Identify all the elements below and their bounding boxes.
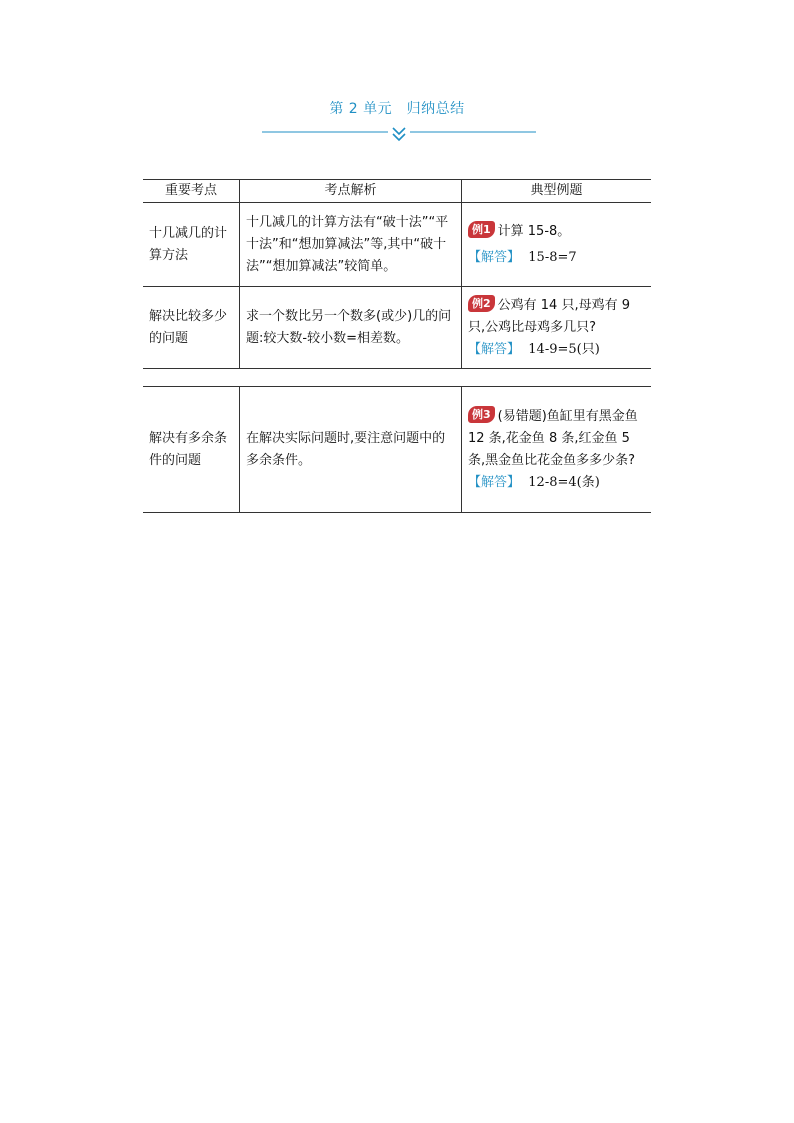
answer-text: 14-9=5(只) xyxy=(528,341,600,357)
header-topic: 重要考点 xyxy=(143,180,240,203)
question-text: 公鸡有 14 只,母鸡有 9 只,公鸡比母鸡多几只? xyxy=(468,297,630,335)
title-divider xyxy=(262,124,536,144)
page-title: 第 2 单元 归纳总结 xyxy=(329,101,465,117)
answer-label: 【解答】 xyxy=(468,341,521,357)
table-row xyxy=(143,203,651,287)
example-badge: 例2 xyxy=(468,295,495,312)
answer-text: 15-8=7 xyxy=(528,249,577,265)
example-question xyxy=(468,406,645,472)
answer-label: 【解答】 xyxy=(468,249,521,265)
topic-cell: 解决有多余条件的问题 xyxy=(143,387,240,513)
header-analysis: 考点解析 xyxy=(240,180,462,203)
example-badge: 例3 xyxy=(468,406,495,423)
question-text: (易错题)鱼缸里有黑金鱼 12 条,花金鱼 8 条,红金鱼 5 条,黑金鱼比花金鱼多多少条? xyxy=(468,408,638,468)
example-question xyxy=(468,295,645,339)
question-text: 计算 15-8。 xyxy=(497,223,571,239)
example-question xyxy=(468,221,645,243)
header-example: 典型例题 xyxy=(462,180,652,203)
analysis-cell: 十几减几的计算方法有“破十法”“平十法”和“想加算减法”等,其中“破十法”“想加算减法”较简单。 xyxy=(240,203,462,287)
answer-line xyxy=(468,339,645,361)
example-cell xyxy=(462,387,652,513)
summary-table-continued xyxy=(143,386,651,513)
example-badge: 例1 xyxy=(468,221,495,238)
answer-label: 【解答】 xyxy=(468,474,521,490)
answer-line xyxy=(468,472,645,494)
analysis-cell: 在解决实际问题时,要注意问题中的多余条件。 xyxy=(240,387,462,513)
answer-line xyxy=(468,247,645,269)
example-cell xyxy=(462,287,652,369)
table-row xyxy=(143,287,651,369)
topic-cell: 十几减几的计算方法 xyxy=(143,203,240,287)
topic-cell: 解决比较多少的问题 xyxy=(143,287,240,369)
summary-table xyxy=(143,179,651,369)
example-cell xyxy=(462,203,652,287)
answer-text: 12-8=4(条) xyxy=(528,474,600,490)
analysis-cell: 求一个数比另一个数多(或少)几的问题:较大数-较小数=相差数。 xyxy=(240,287,462,369)
table-header-row xyxy=(143,180,651,203)
double-chevron-down-icon xyxy=(393,128,405,140)
table-row xyxy=(143,387,651,513)
